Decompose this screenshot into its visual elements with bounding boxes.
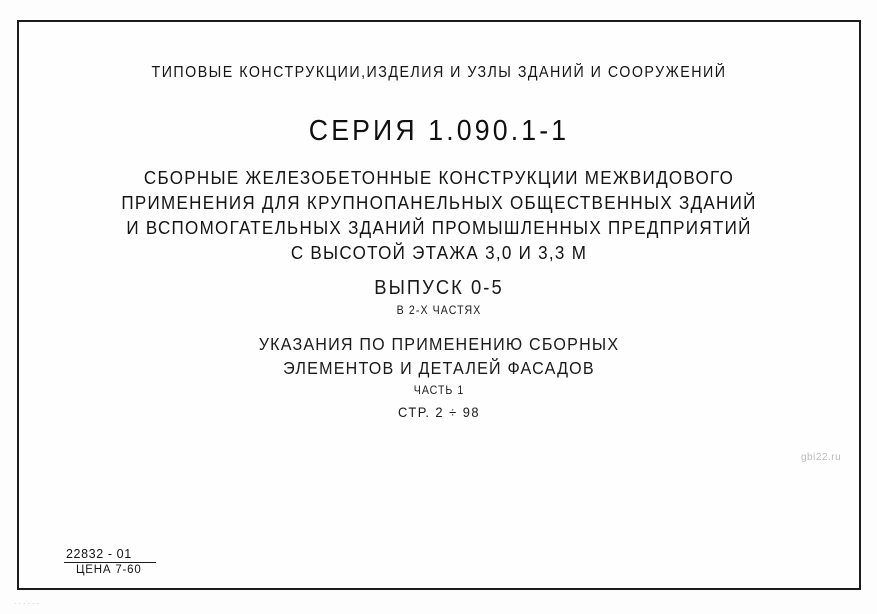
sheet-border bbox=[17, 20, 861, 590]
description-line-4: С ВЫСОТОЙ ЭТАЖА 3,0 И 3,3 М bbox=[290, 242, 588, 263]
subject-block bbox=[53, 332, 826, 380]
stamp-divider bbox=[64, 562, 156, 563]
price-stamp bbox=[64, 547, 169, 576]
description-line-2: ПРИМЕНЕНИЯ ДЛЯ КРУПНОПАНЕЛЬНЫХ ОБЩЕСТВЕННЫХ ЗДАНИЙ bbox=[121, 192, 757, 213]
scan-artifact: ...... bbox=[14, 596, 42, 606]
part-number: ЧАСТЬ 1 bbox=[413, 385, 465, 397]
stamp-code: 22832 - 01 bbox=[66, 547, 132, 561]
stamp-price: ЦЕНА 7-60 bbox=[76, 564, 142, 576]
description-block bbox=[53, 165, 826, 265]
page-range: СТР. 2 ÷ 98 bbox=[398, 404, 480, 420]
subject-line-1: УКАЗАНИЯ ПО ПРИМЕНЕНИЮ СБОРНЫХ bbox=[258, 334, 620, 354]
document-kind-line: ТИПОВЫЕ КОНСТРУКЦИИ,ИЗДЕЛИЯ И УЗЛЫ ЗДАНИЙ И СООРУЖЕНИЙ bbox=[151, 64, 727, 81]
site-watermark: gbi22.ru bbox=[801, 452, 842, 463]
description-line-1: СБОРНЫЕ ЖЕЛЕЗОБЕТОННЫЕ КОНСТРУКЦИИ МЕЖВИДОВОГО bbox=[143, 167, 735, 188]
series-title: СЕРИЯ 1.090.1-1 bbox=[308, 115, 570, 147]
subject-line-2: ЭЛЕМЕНТОВ И ДЕТАЛЕЙ ФАСАДОВ bbox=[283, 358, 595, 378]
issue-label: ВЫПУСК 0-5 bbox=[374, 277, 504, 299]
description-line-3: И ВСПОМОГАТЕЛЬНЫХ ЗДАНИЙ ПРОМЫШЛЕННЫХ ПРЕДПРИЯТИЙ bbox=[126, 217, 752, 238]
parts-note: В 2-Х ЧАСТЯХ bbox=[396, 305, 482, 317]
